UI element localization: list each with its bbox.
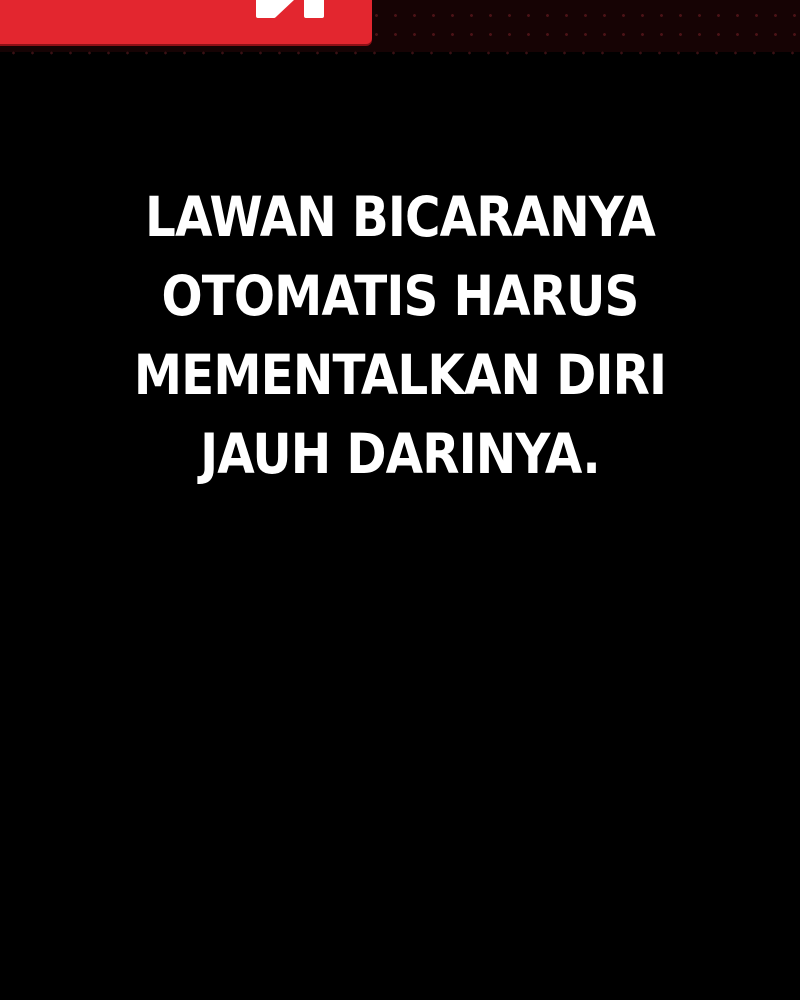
- caption-line-4: JAUH DARINYA.: [200, 422, 600, 486]
- red-banner: [0, 0, 372, 44]
- dotted-divider: [0, 50, 800, 56]
- caption-line-1: LAWAN BICARANYA: [145, 185, 655, 249]
- caption-text: [101, 178, 699, 494]
- caption-line-2: OTOMATIS HARUS: [161, 264, 639, 328]
- caption-line-3: MEMENTALKAN DIRI: [133, 343, 667, 407]
- n-logo-icon: [244, 0, 340, 28]
